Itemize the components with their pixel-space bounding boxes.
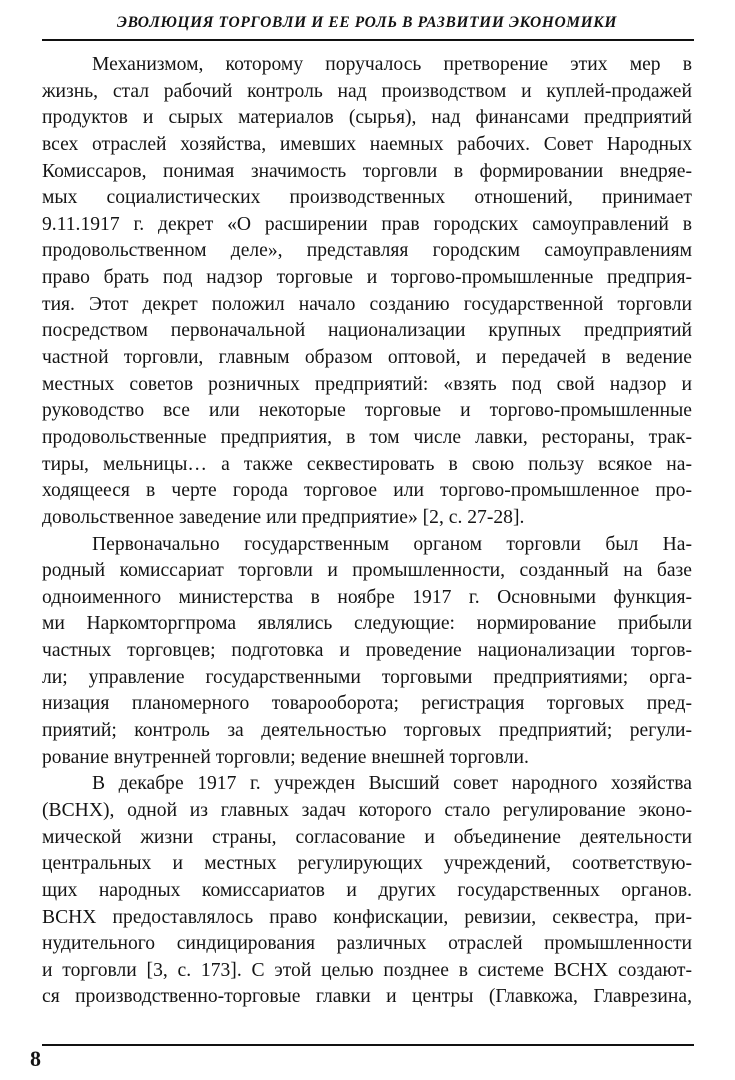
text-line: посредством первоначальной национализации крупных предприятий	[42, 320, 692, 342]
text-line: частной торговли, главным образом оптовой, и передачей в ведение	[42, 347, 692, 369]
text-line: тиры, мельницы… а также секвестировать в свою пользу всякое на-	[42, 453, 692, 475]
text-line: рование внутренней торговли; ведение внешней торговли.	[42, 746, 529, 768]
text-line: щих народных комиссариатов и других государственных органов.	[42, 879, 692, 901]
text-line: продовольственном деле», представляя городским самоуправлениям	[42, 240, 692, 262]
text-line: Механизмом, которому поручалось претворение этих мер в	[92, 54, 692, 75]
text-line: ходящееся в черте города торговое или торгово-промышленное про-	[42, 480, 692, 502]
text-line: продуктов и сырых материалов (сырья), над финансами предприятий	[42, 107, 692, 129]
paragraph	[42, 771, 692, 1011]
text-line: центральных и местных регулирующих учреждений, соответствую-	[42, 853, 692, 875]
text-line: мической жизни страны, согласование и объединение деятельности	[42, 826, 692, 848]
body-text	[42, 52, 692, 1011]
text-line: родный комиссариат торговли и промышленности, созданный на базе	[42, 560, 692, 582]
text-line: частных торговцев; подготовка и проведение национализации торгов-	[42, 640, 692, 662]
paragraph	[42, 532, 692, 772]
text-line: довольственное заведение или предприятие» [2, с. 27-28].	[42, 506, 525, 528]
text-line: ся производственно-торговые главки и центры (Главкожа, Главрезина,	[42, 986, 692, 1008]
text-line: Комиссаров, понимая значимость торговли в формировании внедряе-	[42, 160, 692, 182]
page-number: 8	[30, 1046, 41, 1071]
text-line: 9.11.1917 г. декрет «О расширении прав городских самоуправлений в	[42, 213, 692, 235]
footer-rule	[42, 1044, 694, 1046]
text-line: местных советов розничных предприятий: «взять под свой надзор и	[42, 373, 692, 395]
text-line: руководство все или некоторые торговые и торгово-промышленные	[42, 400, 692, 422]
text-line: тия. Этот декрет положил начало созданию государственной торговли	[42, 293, 692, 315]
paragraph	[42, 52, 692, 532]
text-line: одноименного министерства в ноябре 1917 г. Основными функция-	[42, 586, 692, 608]
text-line: продовольственные предприятия, в том числе лавки, рестораны, трак-	[42, 426, 692, 448]
text-line: ВСНХ предоставлялось право конфискации, ревизии, секвестра, при-	[42, 906, 692, 928]
text-line: приятий; контроль за деятельностью торговых предприятий; регули-	[42, 720, 692, 742]
text-line: мых социалистических производственных отношений, принимает	[42, 187, 692, 209]
text-line: нудительного синдицирования различных отраслей промышленности	[42, 933, 692, 955]
text-line: жизнь, стал рабочий контроль над производством и куплей-продажей	[42, 80, 692, 102]
text-line: низация планомерного товарооборота; регистрация торговых пред-	[42, 693, 692, 715]
text-line: ли; управление государственными торговыми предприятиями; орга-	[42, 666, 692, 688]
text-line: ми Наркомторгпрома являлись следующие: нормирование прибыли	[42, 613, 692, 635]
header-rule	[42, 39, 694, 41]
text-line: Первоначально государственным органом торговли был На-	[92, 533, 692, 555]
text-line: (ВСНХ), одной из главных задач которого стало регулирование эконо-	[42, 799, 692, 821]
text-line: право брать под надзор торговые и торгово-промышленные предприя-	[42, 267, 692, 289]
text-line: и торговли [3, с. 173]. С этой целью позднее в системе ВСНХ создают-	[42, 959, 692, 981]
text-line: всех отраслей хозяйства, имевших наемных рабочих. Совет Народных	[42, 133, 692, 155]
text-line: В декабре 1917 г. учрежден Высший совет народного хозяйства	[92, 773, 692, 795]
running-header: ЭВОЛЮЦИЯ ТОРГОВЛИ И ЕЕ РОЛЬ В РАЗВИТИИ ЭКОНОМИКИ	[116, 14, 618, 31]
